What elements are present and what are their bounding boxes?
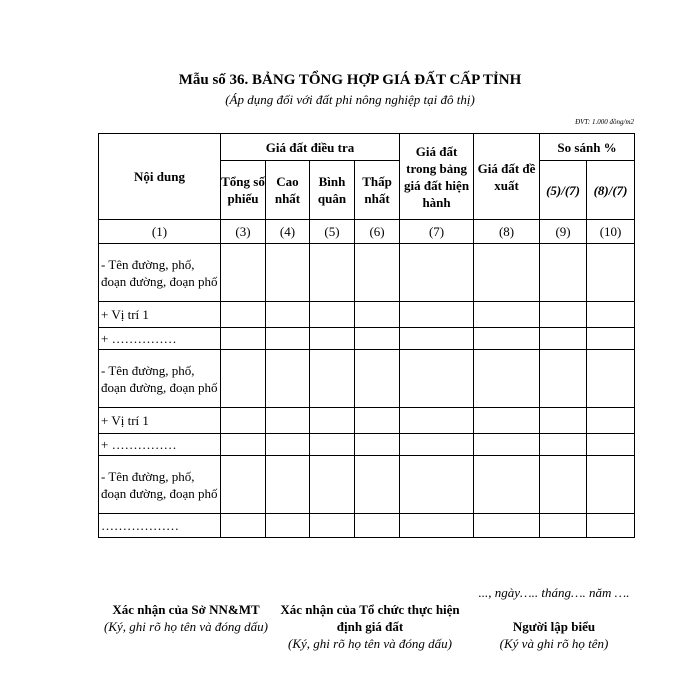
signature-note: (Ký và ghi rõ họ tên) — [499, 636, 609, 651]
col-number: (6) — [355, 220, 400, 244]
signature-note: (Ký, ghi rõ họ tên và đóng dấu) — [288, 636, 452, 651]
header-so-sanh: So sánh % — [540, 134, 635, 161]
row-label: ……………… — [99, 514, 221, 538]
row-label: - Tên đường, phố, đoạn đường, đoạn phố — [99, 350, 221, 408]
table-row — [99, 350, 635, 408]
table-row — [99, 328, 635, 350]
unit-label: ĐVT: 1.000 đồng/m2 — [575, 118, 634, 126]
signature-block-valuation-org — [272, 601, 468, 652]
table-row — [99, 456, 635, 514]
col-number: (3) — [221, 220, 266, 244]
header-gia-dat-dieu-tra: Giá đất điều tra — [221, 134, 400, 161]
table-row — [99, 302, 635, 328]
col-number: (5) — [310, 220, 355, 244]
col-number: (7) — [400, 220, 474, 244]
col-number: (10) — [587, 220, 635, 244]
row-label: - Tên đường, phố, đoạn đường, đoạn phố — [99, 456, 221, 514]
signature-title: Người lập biểu — [512, 619, 596, 634]
table-row — [99, 244, 635, 302]
signature-block-preparer — [474, 618, 634, 652]
header-tong-so-phieu: Tổng số phiếu — [221, 161, 266, 220]
signature-title: Xác nhận của Sở NN&MT — [112, 602, 260, 617]
header-cao-nhat: Cao nhất — [266, 161, 310, 220]
form-subtitle: (Áp dụng đối với đất phi nông nghiệp tại đô thị) — [225, 92, 475, 107]
row-label: + …………… — [99, 434, 221, 456]
signature-block-dept — [100, 601, 272, 635]
header-binh-quan: Bình quân — [310, 161, 355, 220]
price-summary-table — [98, 133, 635, 538]
row-label: - Tên đường, phố, đoạn đường, đoạn phố — [99, 244, 221, 302]
signature-note: (Ký, ghi rõ họ tên và đóng dấu) — [104, 619, 268, 634]
header-gia-dat-bang: Giá đất trong bảng giá đất hiện hành — [400, 134, 474, 220]
form-title: Mẫu số 36. BẢNG TỔNG HỢP GIÁ ĐẤT CẤP TỈNH — [178, 72, 522, 88]
signature-title: Xác nhận của Tổ chức thực hiện định giá đất — [280, 602, 460, 634]
col-number: (1) — [99, 220, 221, 244]
col-number: (4) — [266, 220, 310, 244]
table-row — [99, 434, 635, 456]
row-label: + Vị trí 1 — [99, 302, 221, 328]
col-number: (8) — [474, 220, 540, 244]
row-label: + …………… — [99, 328, 221, 350]
column-number-row — [99, 220, 635, 244]
table-row — [99, 408, 635, 434]
header-noi-dung: Nội dung — [99, 134, 221, 220]
table-row — [99, 514, 635, 538]
row-label: + Vị trí 1 — [99, 408, 221, 434]
header-ratio-8-7: (8)/(7) — [587, 161, 635, 220]
date-line: ..., ngày….. tháng…. năm …. — [478, 585, 630, 600]
header-gia-dat-de-xuat: Giá đất đề xuất — [474, 134, 540, 220]
col-number: (9) — [540, 220, 587, 244]
header-ratio-5-7: (5)/(7) — [540, 161, 587, 220]
header-thap-nhat: Thấp nhất — [355, 161, 400, 220]
